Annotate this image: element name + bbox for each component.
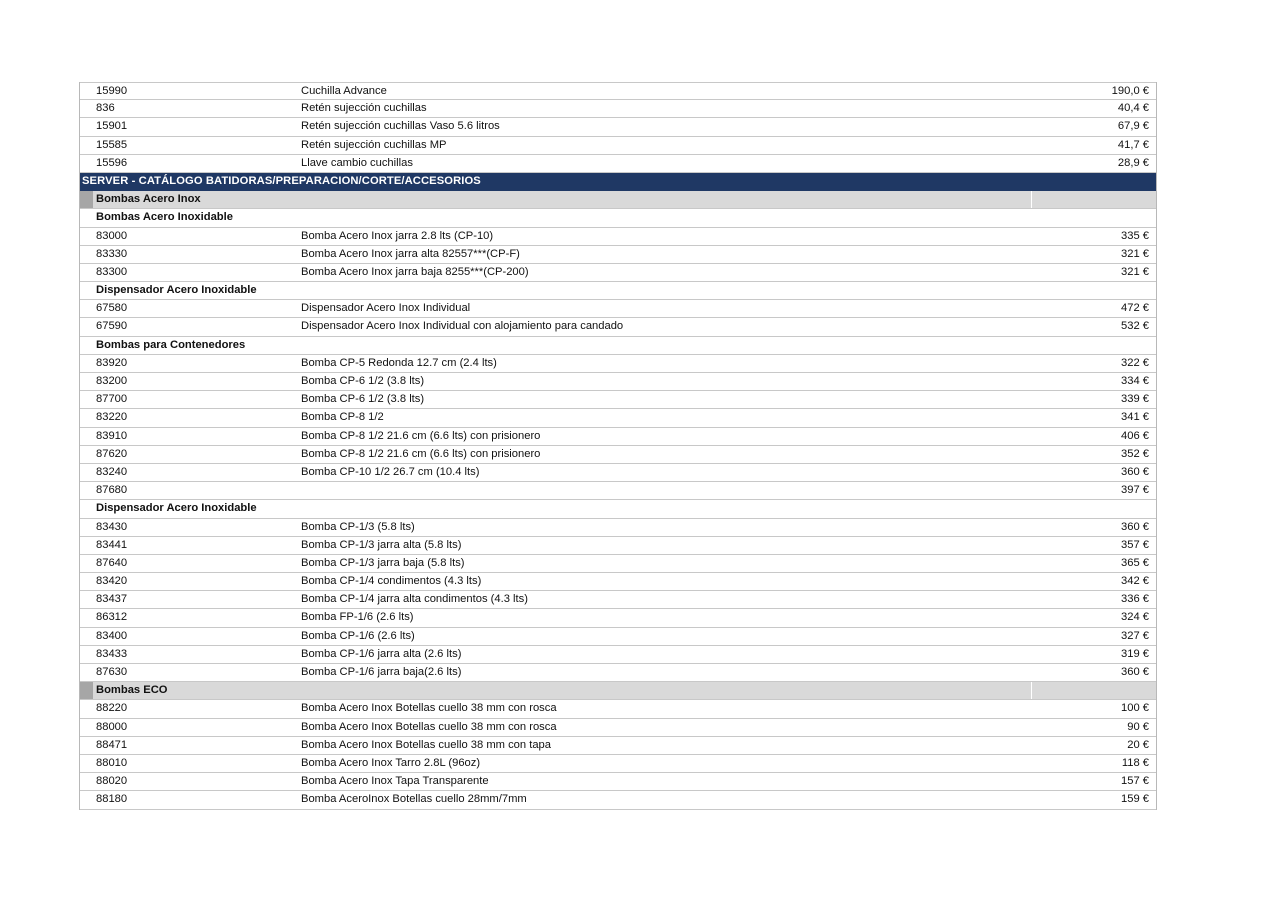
item-price: 360 € (1121, 520, 1149, 533)
item-price: 20 € (1127, 738, 1149, 751)
row-indent (80, 391, 93, 408)
item-description: Bomba CP-10 1/2 26.7 cm (10.4 lts) (301, 465, 480, 478)
subcategory-header (80, 209, 1156, 227)
item-code: 83240 (96, 465, 128, 478)
row-indent (80, 300, 93, 317)
row-indent (80, 646, 93, 663)
category-divider (1031, 191, 1032, 208)
table-row (80, 246, 1156, 264)
item-code: 15901 (96, 120, 128, 133)
item-description: Bomba CP-1/3 jarra alta (5.8 lts) (301, 538, 462, 551)
table-row (80, 391, 1156, 409)
table-row (80, 300, 1156, 318)
section-banner (80, 173, 1156, 191)
item-price: 339 € (1121, 393, 1149, 406)
item-code: 83400 (96, 629, 128, 642)
table-row (80, 609, 1156, 627)
item-price: 327 € (1121, 629, 1149, 642)
item-description: Bomba CP-8 1/2 21.6 cm (6.6 lts) con prisionero (301, 447, 541, 460)
item-code: 83420 (96, 575, 128, 588)
table-row (80, 409, 1156, 427)
item-code: 83300 (96, 265, 128, 278)
table-row (80, 137, 1156, 155)
item-code: 83437 (96, 593, 128, 606)
table-row (80, 555, 1156, 573)
table-row (80, 118, 1156, 136)
item-price: 324 € (1121, 611, 1149, 624)
row-indent (80, 591, 93, 608)
item-code: 87640 (96, 556, 128, 569)
row-indent (80, 155, 93, 172)
item-code: 87700 (96, 393, 128, 406)
item-code: 15585 (96, 138, 128, 151)
item-code: 83910 (96, 429, 128, 442)
row-indent (80, 100, 93, 117)
row-indent (80, 264, 93, 281)
item-code: 83430 (96, 520, 128, 533)
row-indent (80, 773, 93, 790)
table-row (80, 628, 1156, 646)
item-description: Bomba CP-1/6 (2.6 lts) (301, 629, 415, 642)
category-header (80, 191, 1156, 209)
item-description: Bomba CP-8 1/2 21.6 cm (6.6 lts) con prisionero (301, 429, 541, 442)
item-code: 88020 (96, 775, 128, 788)
table-row (80, 355, 1156, 373)
table-row (80, 737, 1156, 755)
item-description: Bomba Acero Inox jarra baja 8255***(CP-200) (301, 265, 529, 278)
table-row (80, 755, 1156, 773)
category-marker (80, 682, 93, 699)
section-title: SERVER - CATÁLOGO BATIDORAS/PREPARACION/CORTE/ACCESORIOS (82, 174, 481, 187)
item-description: Bomba Acero Inox Tarro 2.8L (96oz) (301, 756, 481, 769)
item-description: Retén sujección cuchillas Vaso 5.6 litros (301, 120, 500, 133)
row-indent (80, 137, 93, 154)
row-indent (80, 118, 93, 135)
item-price: 472 € (1121, 302, 1149, 315)
table-row (80, 464, 1156, 482)
table-row (80, 264, 1156, 282)
item-code: 88180 (96, 793, 128, 806)
item-price: 157 € (1121, 775, 1149, 788)
item-price: 532 € (1121, 320, 1149, 333)
table-row (80, 155, 1156, 173)
table-row (80, 573, 1156, 591)
item-price: 90 € (1127, 720, 1149, 733)
row-indent (80, 482, 93, 499)
item-code: 83441 (96, 538, 128, 551)
item-description: Bomba CP-1/3 (5.8 lts) (301, 520, 415, 533)
item-description: Bomba CP-1/4 condimentos (4.3 lts) (301, 575, 482, 588)
row-indent (80, 719, 93, 736)
item-price: 365 € (1121, 556, 1149, 569)
table-row (80, 719, 1156, 737)
table-row (80, 537, 1156, 555)
row-indent (80, 228, 93, 245)
row-indent (80, 700, 93, 717)
row-indent (80, 355, 93, 372)
item-description: Bomba Acero Inox Botellas cuello 38 mm con rosca (301, 702, 557, 715)
item-price: 28,9 € (1117, 156, 1149, 169)
row-indent (80, 318, 93, 335)
subcategory-title: Bombas Acero Inoxidable (96, 211, 233, 224)
item-price: 335 € (1121, 229, 1149, 242)
item-price: 40,4 € (1117, 102, 1149, 115)
item-code: 87630 (96, 666, 128, 678)
item-description: Llave cambio cuchillas (301, 156, 413, 169)
item-description: Retén sujección cuchillas MP (301, 138, 447, 151)
item-price: 334 € (1121, 375, 1149, 387)
item-price: 322 € (1121, 356, 1149, 369)
item-price: 360 € (1121, 465, 1149, 478)
item-code: 88220 (96, 702, 128, 715)
item-description: Bomba CP-6 1/2 (3.8 lts) (301, 375, 425, 387)
item-price: 319 € (1121, 647, 1149, 660)
item-price: 321 € (1121, 247, 1149, 260)
row-indent (80, 791, 93, 808)
item-description: Bomba CP-1/6 jarra baja(2.6 lts) (301, 666, 462, 678)
row-indent (80, 628, 93, 645)
item-description: Bomba Acero Inox jarra 2.8 lts (CP-10) (301, 229, 494, 242)
item-code: 88010 (96, 756, 128, 769)
subcategory-title: Bombas para Contenedores (96, 338, 246, 351)
item-description: Bomba FP-1/6 (2.6 lts) (301, 611, 414, 624)
category-header (80, 682, 1156, 700)
item-price: 360 € (1121, 666, 1149, 678)
item-price: 406 € (1121, 429, 1149, 442)
item-description: Bomba Acero Inox Tapa Transparente (301, 775, 489, 788)
item-code: 83200 (96, 375, 128, 387)
row-indent (80, 428, 93, 445)
item-description: Bomba CP-5 Redonda 12.7 cm (2.4 lts) (301, 356, 497, 369)
item-description: Bomba AceroInox Botellas cuello 28mm/7mm (301, 793, 527, 806)
item-code: 86312 (96, 611, 128, 624)
catalog-table (79, 82, 1157, 810)
subcategory-title: Dispensador Acero Inoxidable (96, 284, 257, 297)
subcategory-header (80, 337, 1156, 355)
item-price: 100 € (1121, 702, 1149, 715)
row-indent (80, 373, 93, 390)
item-price: 190,0 € (1111, 85, 1149, 97)
table-row (80, 82, 1156, 100)
table-row (80, 373, 1156, 391)
item-description: Dispensador Acero Inox Individual con alojamiento para candado (301, 320, 624, 333)
subcategory-header (80, 282, 1156, 300)
item-description: Cuchilla Advance (301, 85, 387, 97)
item-code: 15990 (96, 85, 128, 97)
item-description: Bomba Acero Inox Botellas cuello 38 mm con tapa (301, 738, 551, 751)
row-indent (80, 446, 93, 463)
item-price: 341 € (1121, 411, 1149, 424)
item-code: 67590 (96, 320, 128, 333)
row-indent (80, 519, 93, 536)
row-indent (80, 755, 93, 772)
category-title: Bombas ECO (96, 684, 168, 697)
row-indent (80, 246, 93, 263)
item-description: Dispensador Acero Inox Individual (301, 302, 471, 315)
item-code: 88000 (96, 720, 128, 733)
table-row (80, 318, 1156, 336)
row-indent (80, 664, 93, 681)
table-row (80, 482, 1156, 500)
table-row (80, 591, 1156, 609)
item-price: 159 € (1121, 793, 1149, 806)
item-price: 342 € (1121, 575, 1149, 588)
row-indent (80, 573, 93, 590)
table-row (80, 791, 1156, 809)
category-marker (80, 191, 93, 208)
item-price: 397 € (1121, 484, 1149, 497)
item-code: 83330 (96, 247, 128, 260)
item-code: 83000 (96, 229, 128, 242)
row-indent (80, 737, 93, 754)
item-code: 83433 (96, 647, 128, 660)
table-row (80, 646, 1156, 664)
category-title: Bombas Acero Inox (96, 193, 201, 206)
row-indent (80, 464, 93, 481)
row-indent (80, 409, 93, 426)
table-row (80, 700, 1156, 718)
item-code: 87680 (96, 484, 128, 497)
row-indent (80, 83, 93, 99)
item-description: Bomba Acero Inox Botellas cuello 38 mm con rosca (301, 720, 557, 733)
item-price: 118 € (1121, 756, 1149, 769)
item-description: Bomba CP-1/3 jarra baja (5.8 lts) (301, 556, 465, 569)
item-code: 83220 (96, 411, 128, 424)
row-indent (80, 555, 93, 572)
item-description: Retén sujección cuchillas (301, 102, 427, 115)
item-code: 87620 (96, 447, 128, 460)
item-description: Bomba CP-1/6 jarra alta (2.6 lts) (301, 647, 462, 660)
item-price: 352 € (1121, 447, 1149, 460)
row-indent (80, 537, 93, 554)
table-row (80, 100, 1156, 118)
subcategory-header (80, 500, 1156, 518)
item-code: 836 (96, 102, 115, 115)
item-price: 67,9 € (1117, 120, 1149, 133)
item-description: Bomba CP-1/4 jarra alta condimentos (4.3 lts) (301, 593, 528, 606)
item-price: 321 € (1121, 265, 1149, 278)
table-row (80, 228, 1156, 246)
subcategory-title: Dispensador Acero Inoxidable (96, 502, 257, 515)
item-price: 41,7 € (1117, 138, 1149, 151)
table-row (80, 773, 1156, 791)
table-row (80, 519, 1156, 537)
item-price: 357 € (1121, 538, 1149, 551)
item-code: 15596 (96, 156, 128, 169)
category-divider (1031, 682, 1032, 699)
item-description: Bomba CP-8 1/2 (301, 411, 384, 424)
table-row (80, 428, 1156, 446)
item-description: Bomba CP-6 1/2 (3.8 lts) (301, 393, 425, 406)
table-row (80, 664, 1156, 682)
item-code: 83920 (96, 356, 128, 369)
item-code: 88471 (96, 738, 128, 751)
row-indent (80, 609, 93, 626)
item-price: 336 € (1121, 593, 1149, 606)
item-description: Bomba Acero Inox jarra alta 82557***(CP-F) (301, 247, 520, 260)
table-row (80, 446, 1156, 464)
item-code: 67580 (96, 302, 128, 315)
